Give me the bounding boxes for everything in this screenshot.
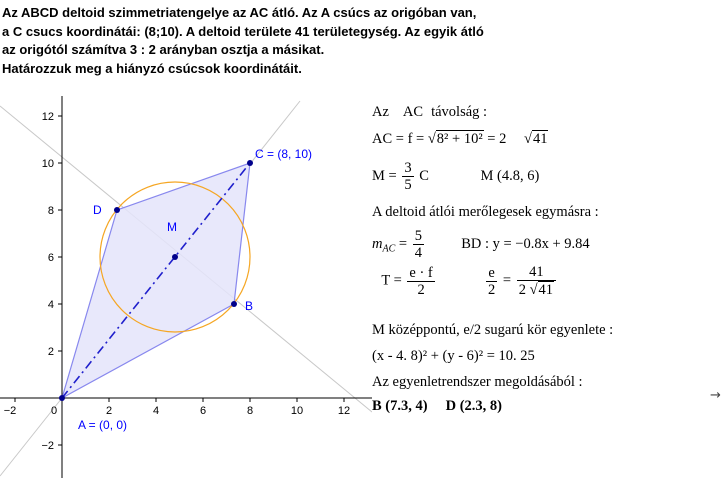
x-tick-label: 8 [246,405,254,417]
next-arrow-icon[interactable]: → [710,388,721,403]
solution-line-2: AC = f = √8² + 10² = 2 √41 [372,131,548,147]
x-tick-label: 4 [152,405,160,417]
problem-line-2: a C csucs koordinátái: (8;10). A deltoid területe 41 területegység. Az egyik átló [2,23,484,39]
label-m: M [167,220,177,234]
solution-line-9: Az egyenletrendszer megoldásából : [372,374,583,390]
y-tick-label: 2 [47,346,54,358]
graphics-view[interactable] [0,96,372,478]
label-d: D [93,203,102,217]
solution-line-4: A deltoid átlói merőlegesek egymásra : [372,204,599,220]
fraction-ef-2: $\frac{e \cdot f}{2}$ [409,264,433,298]
solution-line-5: $m_{AC}$ = $\frac{5}{4}$ BD : y = −0.8x + 9.84 [372,228,590,261]
solution-line-7: M középpontú, e/2 sugarú kör egyenlete : [372,322,614,338]
y-tick-label: 4 [47,299,54,311]
problem-line-4: Határozzuk meg a hiányzó csúcsok koordinátáit. [2,60,302,76]
problem-statement [2,4,602,78]
sqrt-symbol: √ [523,131,532,147]
y-tick-label: −2 [41,440,54,452]
solution-line-1: Az AC távolság : [372,104,488,120]
point-a[interactable] [59,395,65,401]
fraction-5-4: $\frac{5}{4}$ [414,228,422,261]
fraction-e-2: $\frac{e}{2}$ [488,264,496,298]
label-c: C = (8, 10) [255,147,313,161]
point-d[interactable] [114,207,120,213]
label-b: B [245,299,254,313]
y-tick-label: 10 [41,158,54,170]
fraction-41-2sqrt41: $\frac{41}{2 √41}$ [517,264,556,298]
x-tick-label: 0 [50,405,58,417]
y-tick-label: 12 [41,111,54,123]
problem-line-3: az origótól számítva 3 : 2 arányban osztja a másikat. [2,42,325,57]
solution-line-3: M = $\frac{3}{5}$ C M (4.8, 6) [372,160,540,193]
solution-line-10: B (7.3, 4) D (2.3, 8) [372,398,502,414]
x-tick-label: −2 [3,405,17,417]
solution-line-8: (x - 4. 8)² + (y - 6)² = 10. 25 [372,348,535,364]
point-m[interactable] [172,254,178,260]
solution-line-6: T = $\frac{e \cdot f}{2}$ $\frac{e}{2}$ = $\frac{41}{2 √41}$ [372,264,558,298]
point-c[interactable] [247,160,253,166]
y-tick-label: 6 [47,252,54,264]
x-tick-label: 6 [199,405,207,417]
point-b[interactable] [231,301,237,307]
label-a: A = (0, 0) [78,418,128,432]
x-tick-label: 2 [105,405,113,417]
x-tick-label: 10 [290,405,304,417]
sqrt-symbol: √ [427,131,436,147]
problem-line-1: Az ABCD deltoid szimmetriatengelye az AC átló. Az A csúcs az origóban van, [2,5,477,20]
y-tick-label: 8 [47,205,54,217]
fraction-3-5: $\frac{3}{5}$ [404,160,412,193]
x-tick-label: 12 [337,405,351,417]
